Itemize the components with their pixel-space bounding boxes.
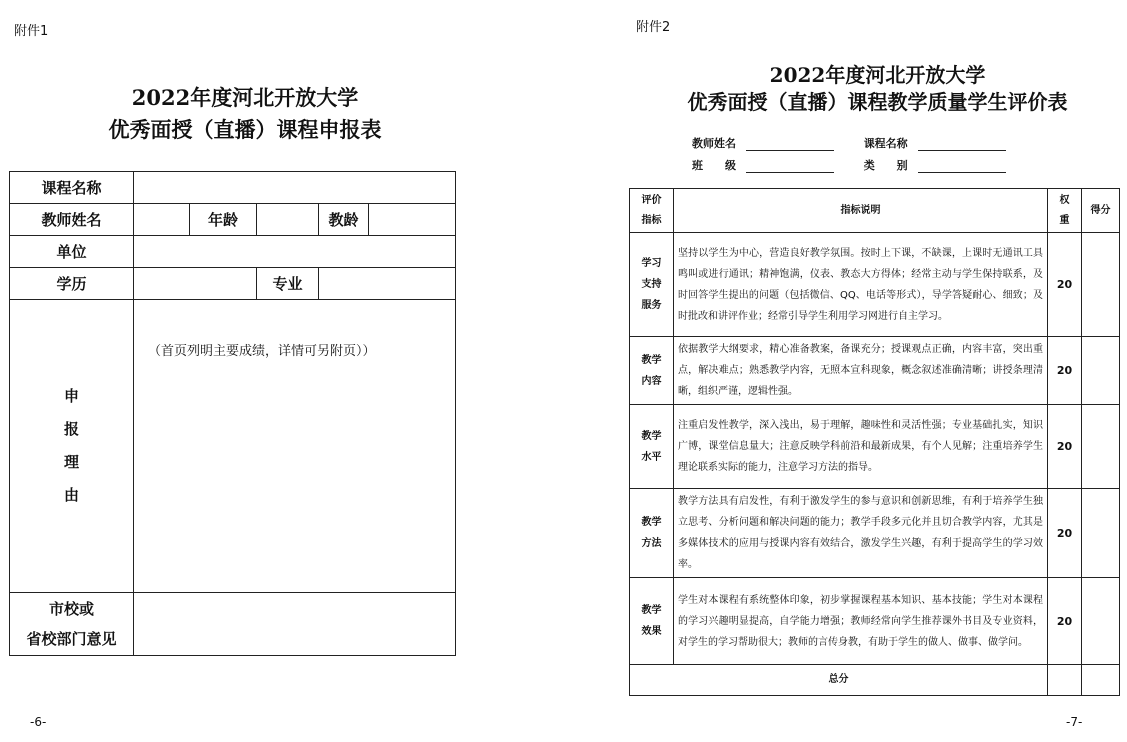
class-field[interactable] xyxy=(746,160,834,173)
score-cell[interactable] xyxy=(1082,405,1120,489)
header-weight: 权 重 xyxy=(1048,189,1082,233)
reason-hint: （首页列明主要成绩，详情可另附页）） xyxy=(148,344,376,359)
score-cell[interactable] xyxy=(1082,337,1120,405)
course-name-field[interactable] xyxy=(918,138,1006,151)
opinion-field[interactable] xyxy=(134,593,456,656)
course-name-field[interactable] xyxy=(134,172,456,204)
description-cell: 坚持以学生为中心，营造良好教学氛围。按时上下课，不缺课，上课时无通讯工具鸣叫或进行通讯；精神饱满，仪表、教态大方得体；经常主动与学生保持联系，及时回答学生提出的问题（包括微信、QQ、电话等形式），导学答疑耐心、细致；及时批改和讲评作业；经常引导学生利用学习网进行自主学习。 xyxy=(674,233,1048,337)
class-info-row xyxy=(692,157,1006,173)
form-title-line1: 2022年度河北开放大学 xyxy=(769,63,986,87)
teacher-name-field[interactable] xyxy=(134,204,190,236)
weight-cell: 20 xyxy=(1048,233,1082,337)
age-field[interactable] xyxy=(257,204,319,236)
course-name-label: 课程名称 xyxy=(863,137,908,150)
teacher-name-label: 教师姓名 xyxy=(10,204,134,236)
page-number: -7- xyxy=(1066,715,1083,729)
attachment-label: 附件1 xyxy=(14,24,49,39)
total-weight-cell xyxy=(1048,665,1082,696)
opinion-label: 市校或 省校部门意见 xyxy=(10,593,134,656)
teacher-name-field[interactable] xyxy=(746,138,834,151)
page-number: -6- xyxy=(30,715,47,729)
total-label: 总分 xyxy=(630,665,1048,696)
header-score: 得分 xyxy=(1082,189,1120,233)
indicator-cell: 教学 方法 xyxy=(630,489,674,578)
weight-cell: 20 xyxy=(1048,578,1082,665)
description-cell: 注重启发性教学，深入浅出，易于理解，趣味性和灵活性强；专业基础扎实，知识广博，课堂信息量大；注意反映学科前沿和最新成果，有个人见解；注重培养学生理论联系实际的能力，注意学习方法的指导。 xyxy=(674,405,1048,489)
reason-field[interactable] xyxy=(134,300,456,593)
score-cell[interactable] xyxy=(1082,233,1120,337)
table-row xyxy=(630,405,1120,489)
header-description: 指标说明 xyxy=(674,189,1048,233)
indicator-cell: 教学 效果 xyxy=(630,578,674,665)
header-indicator: 评价 指标 xyxy=(630,189,674,233)
teacher-info-row xyxy=(692,135,1006,151)
indicator-cell: 教学 内容 xyxy=(630,337,674,405)
description-cell: 依据教学大纲要求，精心准备教案，备课充分；授课观点正确，内容丰富，突出重点，解决难点；熟悉教学内容，无照本宣科现象，概念叙述准确清晰；讲授条理清晰，组织严谨，逻辑性强。 xyxy=(674,337,1048,405)
score-cell[interactable] xyxy=(1082,578,1120,665)
reason-label: 申 报 理 由 xyxy=(10,300,134,593)
table-row xyxy=(630,337,1120,405)
major-field[interactable] xyxy=(319,268,456,300)
teaching-age-label: 教龄 xyxy=(319,204,369,236)
description-cell: 学生对本课程有系统整体印象，初步掌握课程基本知识、基本技能；学生对本课程的学习兴趣明显提高，自学能力增强；教师经常向学生推荐课外书目及专业资料，对学生的学习帮助很大；教师的言传身教，有助于学生的做人、做事、做学问。 xyxy=(674,578,1048,665)
category-field[interactable] xyxy=(918,160,1006,173)
form-title-line2: 优秀面授（直播）课程教学质量学生评价表 xyxy=(687,90,1068,114)
total-score-cell[interactable] xyxy=(1082,665,1120,696)
weight-cell: 20 xyxy=(1048,489,1082,578)
category-label: 类 别 xyxy=(863,159,908,172)
education-label: 学历 xyxy=(10,268,134,300)
table-row xyxy=(630,233,1120,337)
weight-cell: 20 xyxy=(1048,337,1082,405)
age-label: 年龄 xyxy=(190,204,257,236)
application-form-table xyxy=(9,171,456,656)
score-cell[interactable] xyxy=(1082,489,1120,578)
indicator-cell: 教学 水平 xyxy=(630,405,674,489)
table-row xyxy=(630,578,1120,665)
attachment-label: 附件2 xyxy=(636,20,671,35)
teaching-age-field[interactable] xyxy=(369,204,456,236)
table-row xyxy=(630,489,1120,578)
form-title-line2: 优秀面授（直播）课程申报表 xyxy=(108,117,382,142)
class-label: 班 级 xyxy=(692,159,736,172)
evaluation-table xyxy=(629,188,1120,696)
description-cell: 教学方法具有启发性，有利于激发学生的参与意识和创新思维，有利于培养学生独立思考、分析问题和解决问题的能力；教学手段多元化并且切合教学内容，尤其是多媒体技术的应用与授课内容有效结合，激发学生兴趣，有利于提高学生的学习效率。 xyxy=(674,489,1048,578)
unit-field[interactable] xyxy=(134,236,456,268)
indicator-cell: 学习 支持 服务 xyxy=(630,233,674,337)
unit-label: 单位 xyxy=(10,236,134,268)
course-name-label: 课程名称 xyxy=(10,172,134,204)
teacher-name-label: 教师姓名 xyxy=(692,137,736,150)
weight-cell: 20 xyxy=(1048,405,1082,489)
major-label: 专业 xyxy=(257,268,319,300)
form-title-line1: 2022年度河北开放大学 xyxy=(131,85,359,110)
education-field[interactable] xyxy=(134,268,257,300)
